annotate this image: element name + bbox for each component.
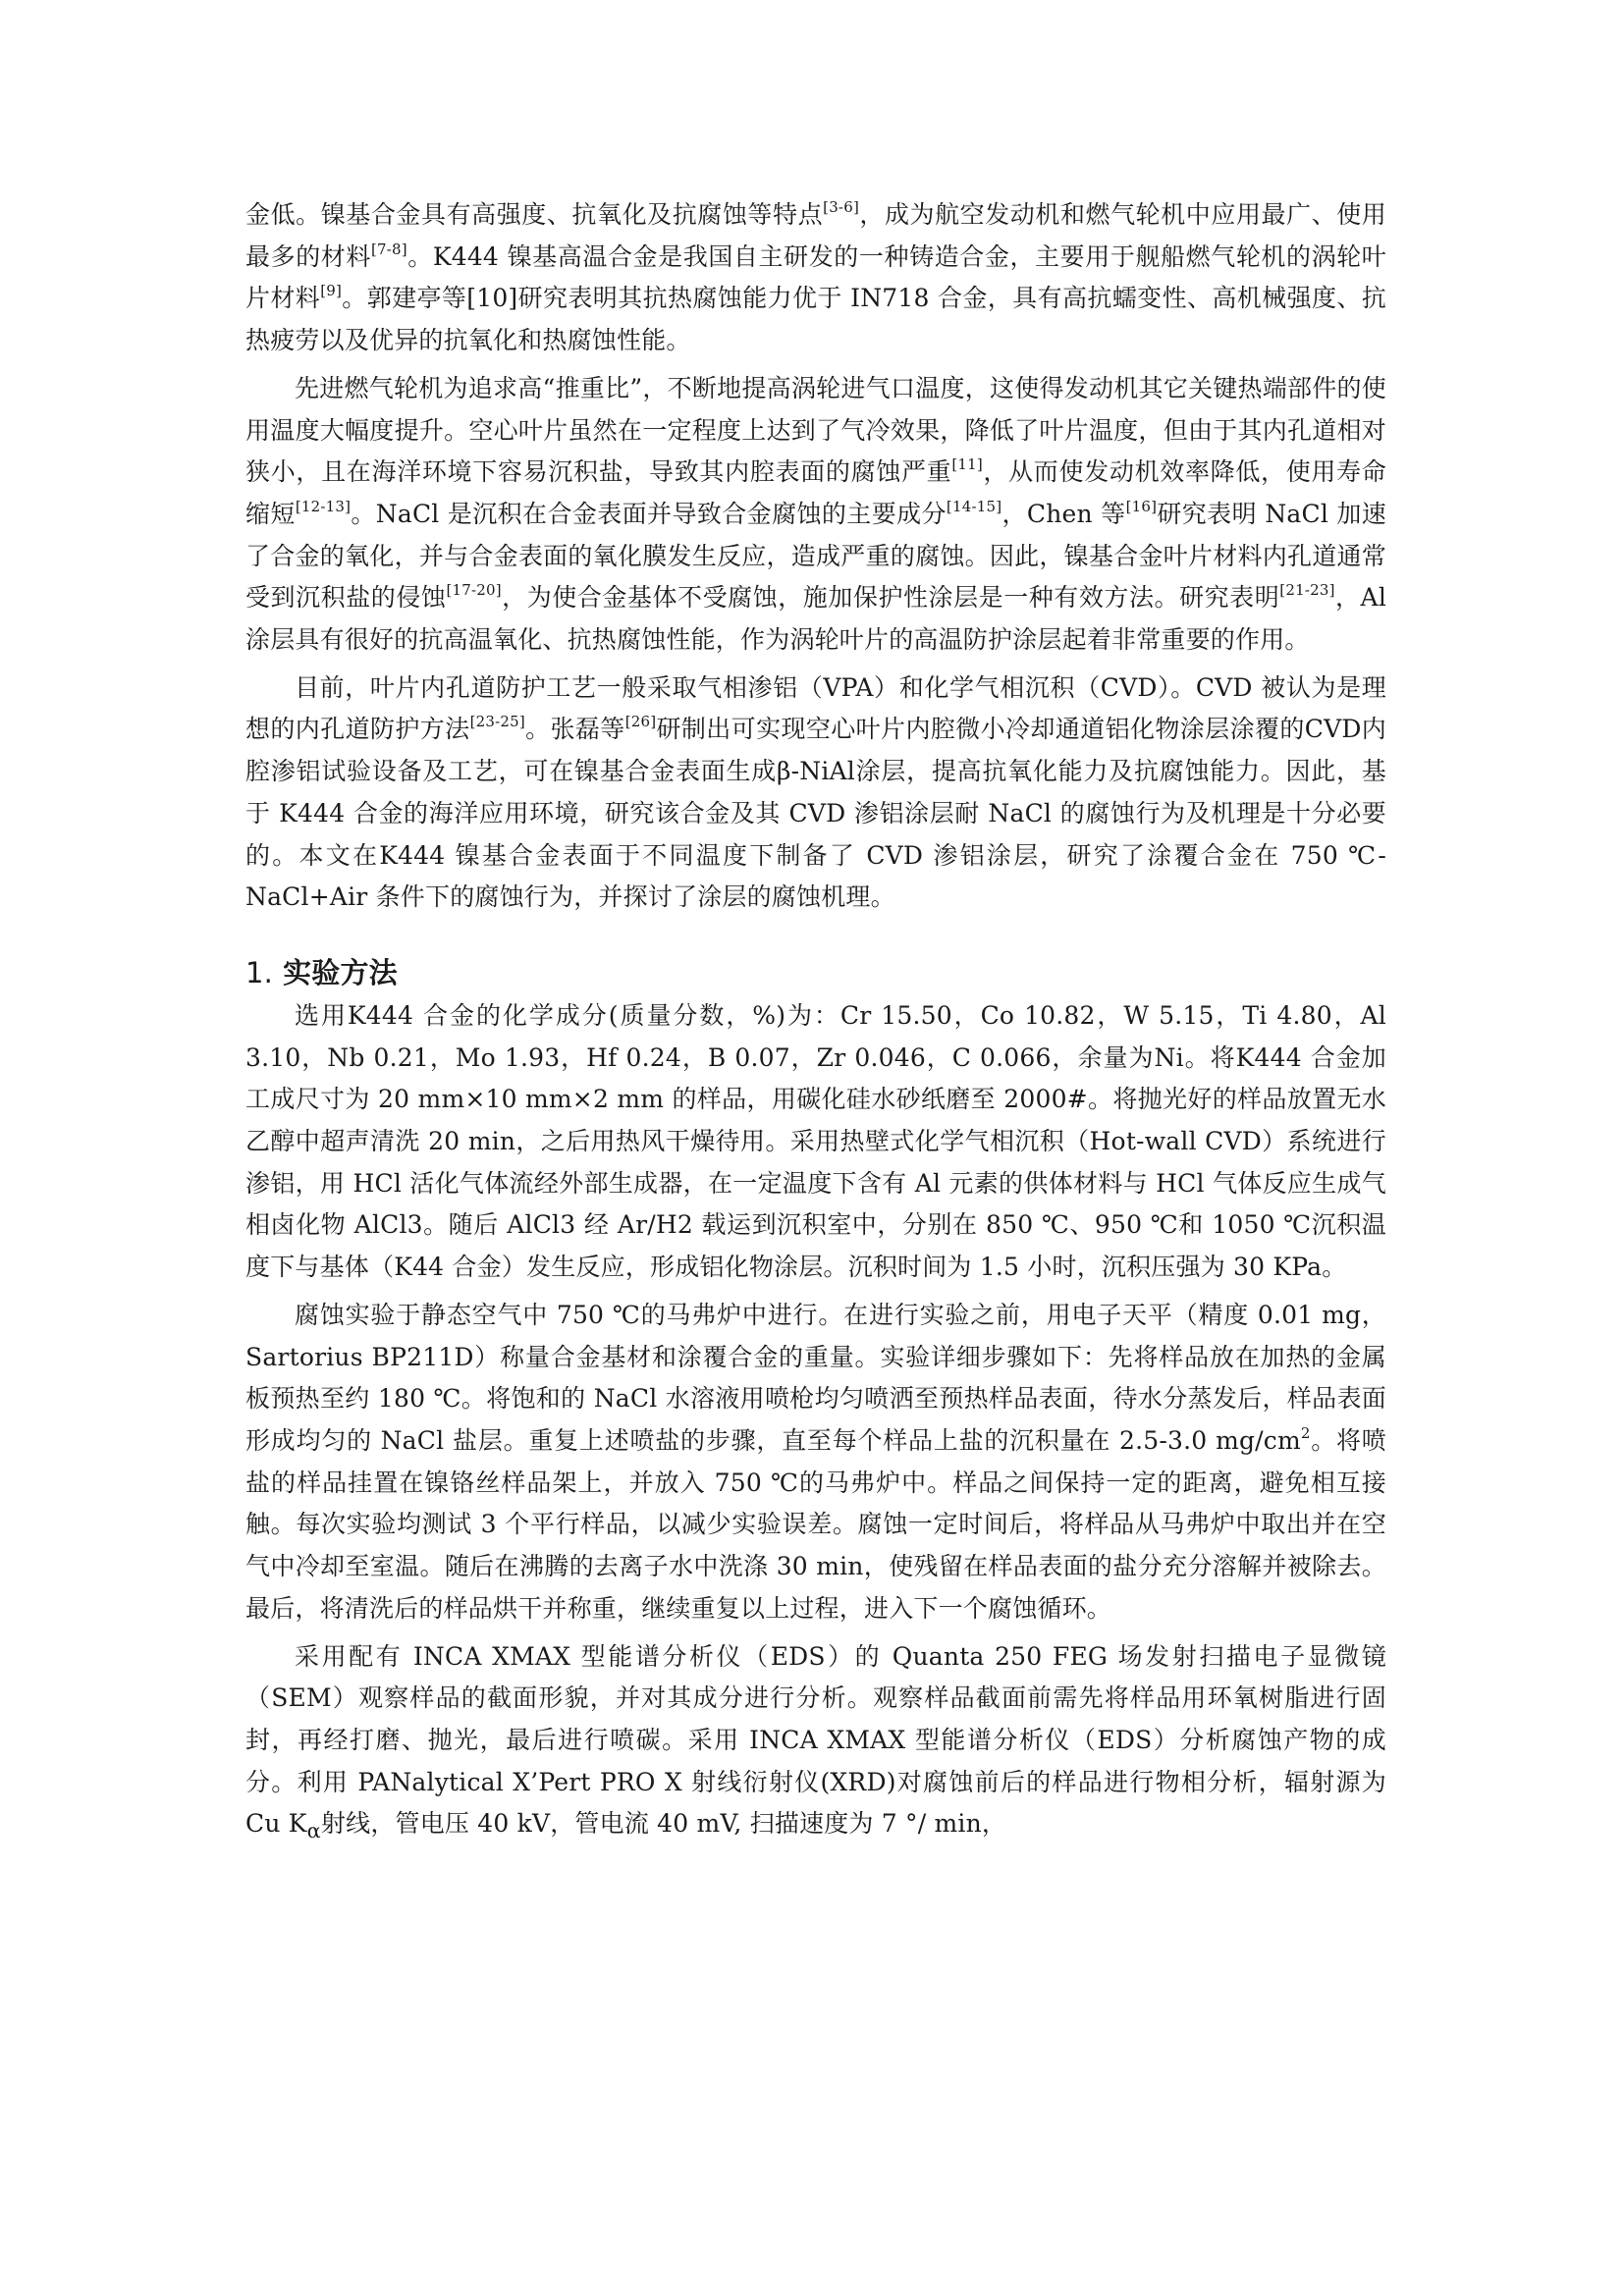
p1-text-2: 。K444 镍基高温合金是我国自主研发的一种铸造合金，主要用于舰船燃气轮机的涡轮叶片材料	[245, 241, 1386, 313]
paper-page	[245, 194, 1386, 1858]
p4-text-0: 选用K444 合金的化学成分(质量分数，%)为：Cr 15.50，Co 10.82，W 5.15，Ti 4.80，Al 3.10，Nb 0.21，Mo 1.93，Hf 0.24，B 0.07，Zr 0.046，C 0.066，余量为Ni。将K444 合金加工成尺寸为 20 mm×10 mm×2 mm 的样品，用碳化硅水砂纸磨至 2000#。将抛光好的样品放置无水乙醇中超声清洗 20 min，之后用热风干燥待用。采用热壁式化学气相沉积（Hot-wall CVD）系统进行渗铝，用 HCl 活化气体流经外部生成器，在一定温度下含有 Al 元素的供体材料与 HCl 气体反应生成气相卤化物 AlCl3。随后 AlCl3 经 Ar/H2 载运到沉积室中，分别在 850 ℃、950 ℃和 1050 ℃沉积温度下与基体（K44 合金）发生反应，形成铝化物涂层。沉积时间为 1.5 小时，沉积压强为 30 KPa。	[245, 1000, 1386, 1282]
citation-14-15: [14-15]	[946, 497, 1002, 515]
paragraph-2	[245, 368, 1386, 662]
citation-21-23: [21-23]	[1279, 581, 1335, 600]
k-alpha-subscript: α	[306, 1819, 321, 1843]
citation-9: [9]	[320, 282, 343, 300]
p3-text-2: 研制出可实现空心叶片内腔微小冷却通道铝化物涂层涂覆的CVD内腔渗铝试验设备及工艺，可在镍基合金表面生成β-NiAl涂层，提高抗氧化能力及抗腐蚀能力。因此，基于 K444 合金的海洋应用环境，研究该合金及其 CVD 渗铝涂层耐 NaCl 的腐蚀行为及机理是十分必要的。本文在K444 镍基合金表面于不同温度下制备了 CVD 渗铝涂层，研究了涂覆合金在 750 ℃-NaCl+Air 条件下的腐蚀行为，并探讨了涂层的腐蚀机理。	[245, 715, 1386, 912]
p2-text-5: ，为使合金基体不受腐蚀，施加保护性涂层是一种有效方法。研究表明	[501, 583, 1280, 613]
p2-text-6: ，Al 涂层具有很好的抗高温氧化、抗热腐蚀性能，作为涡轮叶片的高温防护涂层起着非常重要的作用。	[245, 583, 1387, 655]
section-heading	[245, 952, 1386, 993]
citation-3-6: [3-6]	[823, 198, 859, 216]
citation-7-8: [7-8]	[370, 240, 407, 258]
paragraph-6	[245, 1636, 1386, 1853]
citation-17-20: [17-20]	[446, 581, 502, 600]
p1-text-1: ，成为航空发动机和燃气轮机中应用最广、使用最多的材料	[245, 200, 1386, 271]
citation-26: [26]	[624, 713, 657, 731]
paragraph-5	[245, 1295, 1386, 1630]
unit-superscript: 2	[1300, 1423, 1311, 1442]
p6-text-0: 采用配有 INCA XMAX 型能谱分析仪（EDS）的 Quanta 250 FEG 场发射扫描电子显微镜（SEM）观察样品的截面形貌，并对其成分进行分析。观察样品截面前需先将样品用环氧树脂进行固封，再经打磨、抛光，最后进行喷碳。采用 INCA XMAX 型能谱分析仪（EDS）分析腐蚀产物的成分。利用 PANalytical X’Pert PRO X 射线衍射仪(XRD)对腐蚀前后的样品进行物相分析，辐射源为 Cu K	[245, 1641, 1386, 1839]
citation-11: [11]	[951, 455, 983, 474]
p3-text-1: 。张磊等	[524, 715, 625, 744]
p2-text-4: 研究表明 NaCl 加速了合金的氧化，并与合金表面的氧化膜发生反应，造成严重的腐蚀。因此，镍基合金叶片材料内孔道通常受到沉积盐的侵蚀	[245, 499, 1386, 613]
citation-12-13: [12-13]	[295, 497, 352, 515]
p2-text-2: 。NaCl 是沉积在合金表面并导致合金腐蚀的主要成分	[351, 499, 947, 528]
p2-text-1: ，从而使发动机效率降低，使用寿命缩短	[245, 457, 1386, 528]
section-number: 1.	[245, 955, 274, 989]
p1-text-0: 金低。镍基合金具有高强度、抗氧化及抗腐蚀等特点	[245, 200, 824, 229]
p2-text-0: 先进燃气轮机为追求高“推重比”，不断地提高涡轮进气口温度，这使得发动机其它关键热端部件的使用温度大幅度提升。空心叶片虽然在一定程度上达到了气冷效果，降低了叶片温度，但由于其内孔道相对狭小，且在海洋环境下容易沉积盐，导致其内腔表面的腐蚀严重	[245, 373, 1386, 487]
p2-text-3: ，Chen 等	[1001, 499, 1126, 528]
paragraph-3	[245, 667, 1386, 919]
p3-text-0: 目前，叶片内孔道防护工艺一般采取气相渗铝（VPA）和化学气相沉积（CVD）。CVD 被认为是理想的内孔道防护方法	[245, 672, 1386, 744]
paragraph-4	[245, 995, 1386, 1289]
citation-23-25: [23-25]	[469, 713, 525, 731]
section-title: 实验方法	[283, 955, 398, 989]
p1-text-3: 。郭建亭等[10]研究表明其抗热腐蚀能力优于 IN718 合金，具有高抗蠕变性、高机械强度、抗热疲劳以及优异的抗氧化和热腐蚀性能。	[245, 284, 1386, 355]
p6-text-1: 射线，管电压 40 kV，管电流 40 mV, 扫描速度为 7 °/ min，	[320, 1809, 1007, 1839]
paragraph-1	[245, 194, 1386, 362]
p5-text-0: 腐蚀实验于静态空气中 750 ℃的马弗炉中进行。在进行实验之前，用电子天平（精度 0.01 mg，Sartorius BP211D）称量合金基材和涂覆合金的重量。实验详细步骤如下：先将样品放在加热的金属板预热至约 180 ℃。将饱和的 NaCl 水溶液用喷枪均匀喷洒至预热样品表面，待水分蒸发后，样品表面形成均匀的 NaCl 盐层。重复上述喷盐的步骤，直至每个样品上盐的沉积量在 2.5-3.0 mg/cm	[245, 1300, 1386, 1455]
p5-text-1: 。将喷盐的样品挂置在镍铬丝样品架上，并放入 750 ℃的马弗炉中。样品之间保持一定的距离，避免相互接触。每次实验均测试 3 个平行样品，以减少实验误差。腐蚀一定时间后，将样品从马弗炉中取出并在空气中冷却至室温。随后在沸腾的去离子水中洗涤 30 min，使残留在样品表面的盐分充分溶解并被除去。最后，将清洗后的样品烘干并称重，继续重复以上过程，进入下一个腐蚀循环。	[245, 1425, 1386, 1623]
citation-16: [16]	[1125, 497, 1158, 515]
